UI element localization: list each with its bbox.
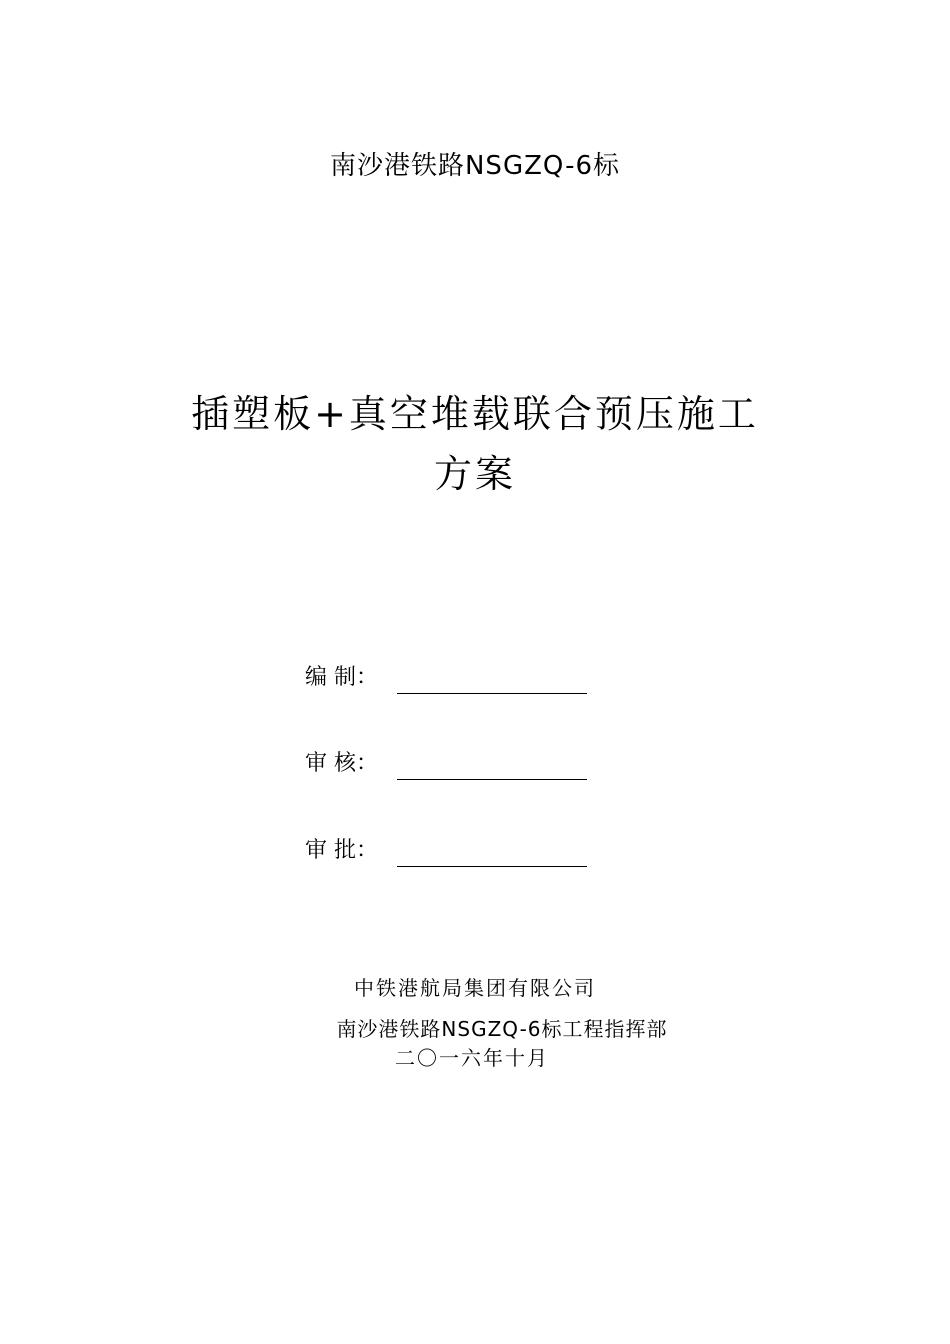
document-title-line-2: 方案 — [433, 452, 516, 496]
footer-date: 二〇一六年十月 — [395, 1046, 549, 1070]
project-section-header: 南沙港铁路NSGZQ-6标 — [329, 151, 621, 181]
footer-company-name: 中铁港航局集团有限公司 — [354, 976, 596, 1000]
signature-row-approved-by — [305, 831, 587, 871]
signature-row-compiled-by — [305, 658, 587, 698]
signature-blank-line — [397, 669, 587, 694]
signature-blank-line — [397, 755, 587, 780]
footer-department-name: 南沙港铁路NSGZQ-6标工程指挥部 — [336, 1017, 668, 1041]
document-title-line-1: 插塑板+真空堆载联合预压施工 — [191, 392, 759, 436]
signature-row-reviewed-by — [305, 744, 587, 784]
signature-label: 编 制： — [305, 665, 378, 690]
signature-label: 审 核： — [305, 751, 378, 776]
signature-label: 审 批： — [305, 838, 378, 863]
document-title — [0, 384, 950, 504]
signature-blank-line — [397, 842, 587, 867]
